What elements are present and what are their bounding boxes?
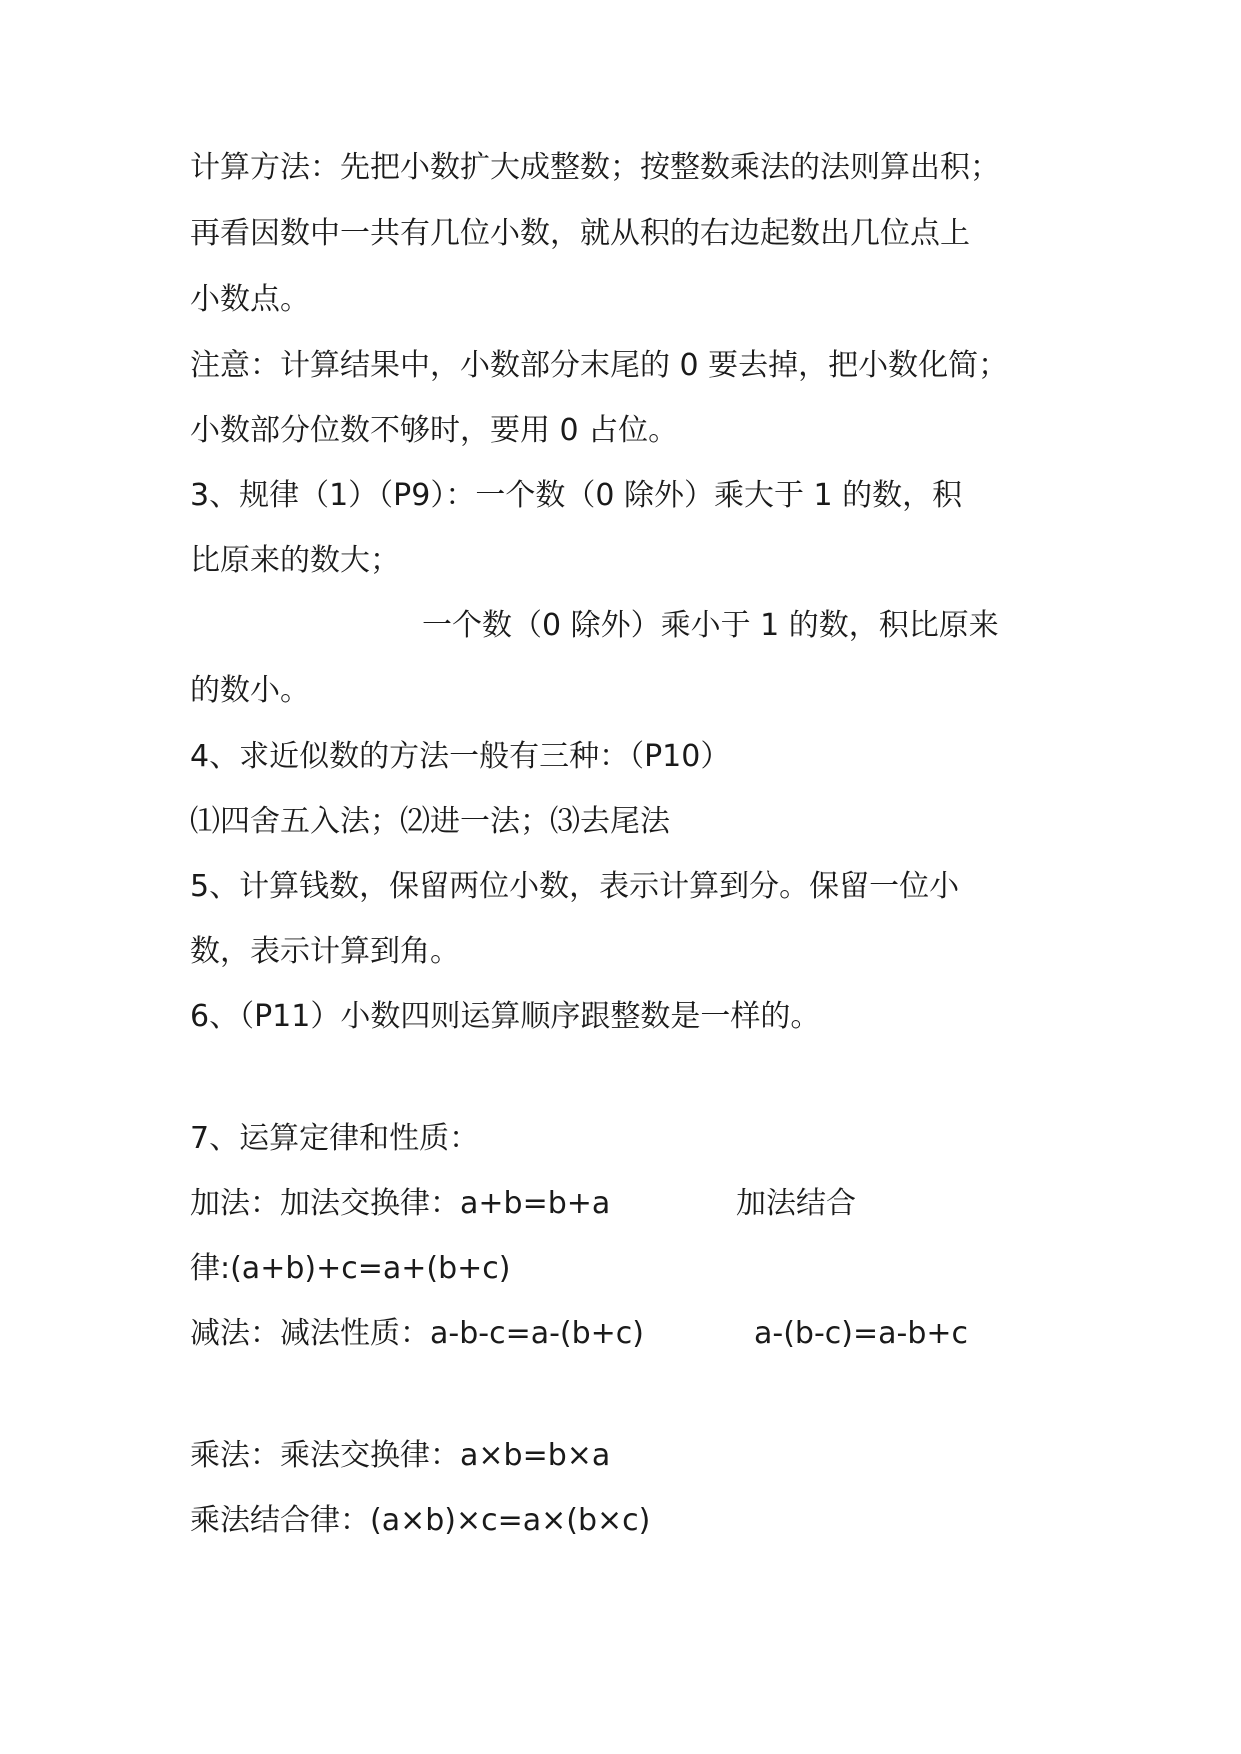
text-line-17: 律:(a+b)+c=a+(b+c) [190,1251,511,1286]
text-line-18-right: a-(b-c)=a-b+c [754,1316,968,1351]
text-line-7: 比原来的数大； [190,543,400,578]
text-line-8: 一个数（0 除外）乘小于 1 的数，积比原来 [422,608,999,643]
text-line-18: 减法：减法性质：a-b-c=a-(b+c) [190,1316,644,1351]
text-line-20: 乘法结合律：(a×b)×c=a×(b×c) [190,1503,651,1538]
text-line-2: 再看因数中一共有几位小数，就从积的右边起数出几位点上 [190,216,970,251]
text-line-19: 乘法：乘法交换律：a×b=b×a [190,1438,611,1473]
text-line-3: 小数点。 [190,282,310,317]
text-line-13: 数，表示计算到角。 [190,934,460,969]
text-line-10: 4、求近似数的方法一般有三种：（P10） [190,739,731,774]
text-line-11: ⑴四舍五入法；⑵进一法；⑶去尾法 [190,804,670,839]
text-line-15: 7、运算定律和性质： [190,1121,480,1156]
text-line-1: 计算方法：先把小数扩大成整数；按整数乘法的法则算出积； [190,150,1000,185]
text-line-5: 小数部分位数不够时，要用 0 占位。 [190,413,679,448]
text-line-4: 注意：计算结果中，小数部分末尾的 0 要去掉，把小数化简； [190,348,1009,383]
text-line-16-right: 加法结合 [736,1186,856,1221]
text-line-6: 3、规律（1）（P9）：一个数（0 除外）乘大于 1 的数，积 [190,478,963,513]
text-line-9: 的数小。 [190,673,310,708]
text-line-12: 5、计算钱数，保留两位小数，表示计算到分。保留一位小 [190,869,960,904]
text-line-14: 6、（P11）小数四则运算顺序跟整数是一样的。 [190,999,821,1034]
text-line-16: 加法：加法交换律：a+b=b+a [190,1186,611,1221]
